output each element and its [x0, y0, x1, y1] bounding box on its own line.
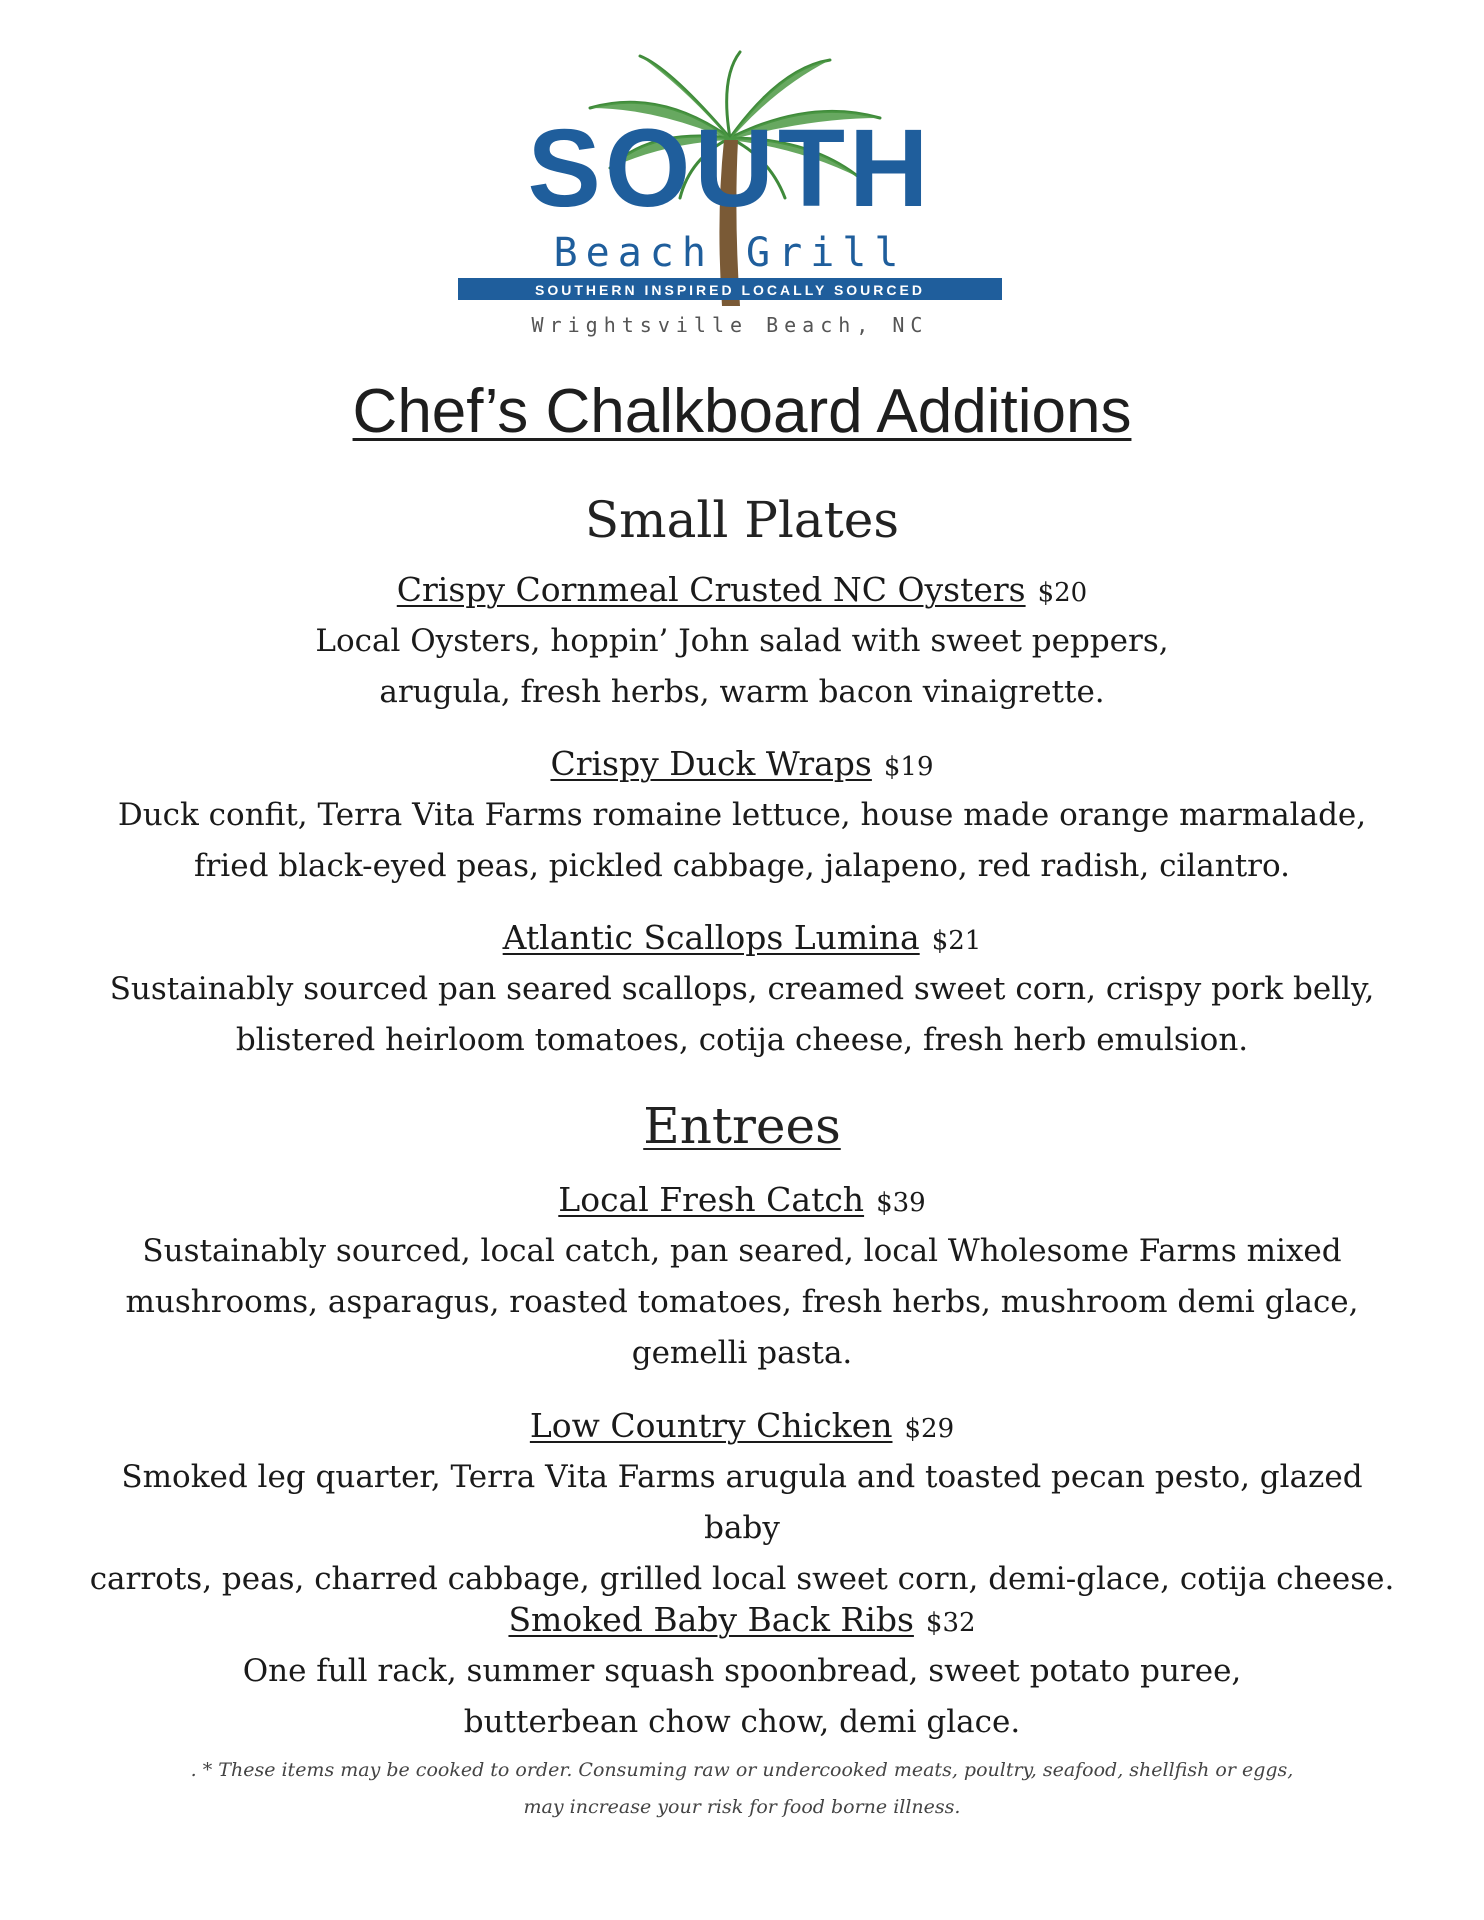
- menu-item-heading: [0, 742, 1484, 789]
- menu-item-description: [80, 790, 1404, 892]
- menu-item-price: $39: [876, 1188, 926, 1218]
- description-line: butterbean chow chow, demi glace.: [463, 1704, 1021, 1740]
- menu-item-name: Local Fresh Catch: [558, 1180, 865, 1219]
- menu-item-price: $32: [925, 1608, 976, 1638]
- description-line: Duck confit, Terra Vita Farms romaine lettuce, house made orange marmalade,: [117, 797, 1367, 833]
- menu-item-name: Crispy Duck Wraps: [550, 744, 872, 783]
- logo-subtitle-text: Beach Grill: [553, 230, 907, 276]
- menu-item-price: $21: [931, 926, 982, 956]
- menu-item-price: $19: [883, 752, 934, 782]
- description-line: Smoked leg quarter, Terra Vita Farms arugula and toasted pecan pesto, glazed baby: [121, 1459, 1363, 1546]
- menu-item-heading: [0, 1598, 1484, 1645]
- section-heading-small-plates: Small Plates: [584, 491, 900, 549]
- menu-item-price: $20: [1037, 578, 1088, 608]
- description-line: One full rack, summer squash spoonbread, sweet potato puree,: [242, 1653, 1242, 1689]
- description-line: arugula, fresh herbs, warm bacon vinaigrette.: [379, 674, 1105, 710]
- description-line: Local Oysters, hoppin’ John salad with sweet peppers,: [315, 623, 1169, 659]
- description-line: fried black-eyed peas, pickled cabbage, jalapeno, red radish, cilantro.: [194, 848, 1290, 884]
- menu-item-name: Smoked Baby Back Ribs: [508, 1600, 914, 1639]
- disclaimer-line: may increase your risk for food borne illness.: [523, 1796, 961, 1818]
- logo-brand-text: SOUTH: [527, 107, 933, 230]
- menu-item-heading: [0, 1404, 1484, 1451]
- disclaimer-line: . * These items may be cooked to order. Consuming raw or undercooked meats, poultry, seafood, shellfish or eggs,: [190, 1759, 1294, 1781]
- menu-item-name: Low Country Chicken: [529, 1406, 893, 1445]
- description-line: Sustainably sourced pan seared scallops, creamed sweet corn, crispy pork belly,: [109, 971, 1375, 1007]
- menu-item-name: Crispy Cornmeal Crusted NC Oysters: [396, 570, 1026, 609]
- page-title: Chef’s Chalkboard Additions: [352, 377, 1132, 446]
- menu-item-description: [80, 1646, 1404, 1748]
- description-line: Sustainably sourced, local catch, pan seared, local Wholesome Farms mixed: [142, 1233, 1342, 1269]
- menu-item-heading: [0, 1178, 1484, 1225]
- description-line: carrots, peas, charred cabbage, grilled local sweet corn, demi-glace, cotija cheese.: [89, 1561, 1395, 1597]
- menu-item-description: [80, 1226, 1404, 1379]
- description-line: gemelli pasta.: [631, 1335, 853, 1371]
- food-safety-disclaimer: [150, 1752, 1334, 1826]
- section-heading-entrees: Entrees: [643, 1097, 841, 1155]
- south-beach-grill-logo: [440, 48, 1020, 348]
- description-line: mushrooms, asparagus, roasted tomatoes, fresh herbs, mushroom demi glace,: [125, 1284, 1359, 1320]
- menu-item-name: Atlantic Scallops Lumina: [502, 918, 920, 957]
- menu-item-price: $29: [904, 1414, 955, 1444]
- menu-item-description: [80, 1452, 1404, 1605]
- menu-item-heading: [0, 916, 1484, 963]
- logo-location-text: Wrightsville Beach, NC: [531, 313, 929, 337]
- description-line: blistered heirloom tomatoes, cotija cheese, fresh herb emulsion.: [235, 1022, 1249, 1058]
- menu-item-heading: [0, 568, 1484, 615]
- logo-tagline-text: SOUTHERN INSPIRED LOCALLY SOURCED: [535, 282, 925, 298]
- menu-item-description: [80, 964, 1404, 1066]
- menu-item-description: [80, 616, 1404, 718]
